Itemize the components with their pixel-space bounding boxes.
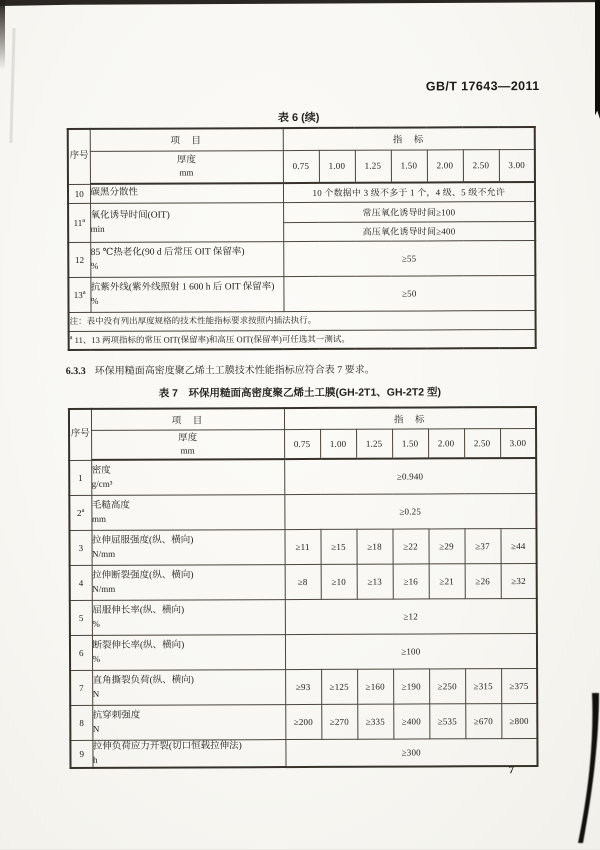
row-value: ≥160 — [357, 669, 393, 704]
row-seq: 1 — [69, 460, 91, 495]
thickness-value: 1.00 — [320, 429, 356, 459]
row-item — [92, 564, 285, 600]
row-seq: 13$^a$ — [68, 277, 90, 312]
row-item — [92, 669, 285, 705]
table-note-row — [69, 310, 536, 331]
row-value: ≥335 — [357, 704, 393, 739]
thickness-unit: mm — [92, 444, 284, 457]
table7-col-header-indicator: 指 标 — [284, 407, 536, 429]
row-value: 常压氧化诱导时间≥100 — [283, 201, 535, 222]
row-value: ≥12 — [285, 598, 537, 634]
item-name: 碳黑分散性 — [90, 186, 282, 200]
row-item — [91, 459, 284, 495]
row-value: ≥125 — [321, 669, 357, 704]
row-seq: 6 — [70, 635, 92, 670]
row-value: ≥0.940 — [284, 458, 536, 494]
table-row — [70, 703, 537, 740]
thickness-label: 厚度 — [90, 154, 282, 167]
row-value: ≥315 — [465, 668, 501, 703]
table7-col-header-seq: 序号 — [69, 409, 91, 460]
table6-col-header-item: 项 目 — [90, 128, 283, 151]
section-number: 6.3.3 — [66, 366, 86, 377]
row-seq: 11$^a$ — [68, 203, 90, 242]
item-name: 氧化诱导时间(OIT) — [91, 209, 283, 223]
standard-number: GB/T 17643—2011 — [289, 79, 540, 94]
row-seq: 10 — [68, 184, 90, 203]
row-seq: 9 — [70, 740, 92, 768]
row-value: ≥21 — [429, 563, 465, 598]
table-row — [70, 668, 537, 705]
thickness-value: 1.50 — [391, 149, 427, 182]
item-unit: mm — [92, 512, 284, 526]
item-unit: min — [91, 222, 283, 236]
table7 — [68, 406, 539, 769]
thickness-value: 0.75 — [284, 429, 320, 459]
row-value: ≥250 — [429, 668, 465, 703]
row-value: ≥670 — [465, 703, 501, 738]
row-seq: 2$^a$ — [69, 495, 91, 530]
table-row — [70, 738, 537, 768]
item-unit: N — [93, 722, 285, 736]
row-value: ≥11 — [284, 529, 320, 564]
table-row — [68, 240, 535, 277]
table7-col-header-item: 项 目 — [91, 408, 284, 430]
thickness-value: 1.50 — [392, 428, 428, 458]
thickness-value: 3.00 — [499, 149, 535, 182]
row-value: ≥270 — [321, 704, 357, 739]
thickness-value: 2.00 — [428, 428, 464, 458]
row-value: ≥300 — [285, 738, 537, 767]
footnote-text: 11、13 两项指标的常压 OIT(保留率)和高压 OIT(保留率)可任选其一测试。 — [75, 334, 350, 345]
row-value: ≥0.25 — [284, 493, 536, 529]
row-value: ≥400 — [393, 703, 429, 738]
row-value: ≥55 — [283, 240, 535, 276]
thickness-value: 0.75 — [283, 150, 319, 183]
row-item — [91, 494, 284, 530]
row-value: ≥10 — [321, 564, 357, 599]
item-name: 拉伸断裂强度(纵、横向) — [92, 569, 284, 583]
section-heading — [66, 361, 375, 377]
footnote-ref: a — [83, 288, 86, 295]
table-row — [69, 493, 536, 530]
table-row — [68, 201, 535, 223]
row-value: ≥29 — [428, 528, 464, 563]
page-number: 7 — [497, 765, 527, 776]
item-name: 拉伸负荷应力开裂(切口恒载拉伸法) — [93, 740, 285, 754]
item-unit: N/mm — [92, 547, 284, 561]
row-value: ≥8 — [285, 564, 321, 599]
row-item — [92, 739, 285, 767]
item-unit: g/cm³ — [92, 477, 284, 491]
thickness-value: 3.00 — [500, 428, 536, 458]
table6-note: 注：表中没有列出厚度规格的技术性能指标要求按照内插法执行。 — [69, 310, 536, 331]
row-item — [91, 529, 284, 565]
table-footnote-row — [69, 329, 536, 350]
table-row — [68, 182, 535, 203]
item-name: 断裂伸长率(纵、横向) — [92, 639, 284, 653]
row-item — [90, 276, 283, 312]
item-unit: % — [91, 259, 283, 273]
item-name: 毛糙高度 — [92, 499, 284, 513]
row-item — [90, 183, 283, 203]
table6 — [67, 126, 537, 351]
table7-title: 表 7 环保用糙面高密度聚乙烯土工膜(GH-2T1、GH-2T2 型) — [0, 384, 600, 402]
row-value: ≥44 — [500, 528, 536, 563]
footnote-ref: a — [82, 216, 85, 223]
item-unit: N/mm — [92, 582, 284, 596]
row-value: ≥15 — [320, 529, 356, 564]
row-value: ≥13 — [357, 564, 393, 599]
item-name: 直角撕裂负荷(纵、横向) — [93, 674, 285, 688]
item-name: 密度 — [92, 464, 284, 478]
thickness-value: 2.50 — [463, 149, 499, 182]
row-value: ≥37 — [464, 528, 500, 563]
row-value: ≥93 — [285, 669, 321, 704]
table6-col-header-seq: 序号 — [68, 129, 90, 184]
row-value: ≥18 — [356, 529, 392, 564]
row-seq: 8 — [70, 705, 92, 740]
row-item — [92, 704, 285, 740]
row-value: ≥190 — [393, 668, 429, 703]
table-row — [70, 598, 537, 635]
table6-thickness-header — [90, 150, 283, 184]
row-value: ≥200 — [285, 704, 321, 739]
row-value: ≥50 — [283, 275, 535, 311]
table-row — [70, 633, 537, 670]
row-seq: 12 — [68, 242, 90, 277]
item-unit: % — [91, 294, 283, 308]
row-item — [90, 241, 283, 277]
item-name: 抗穿刺强度 — [93, 709, 285, 723]
row-value: 10 个数据中 3 级不多于 1 个，4 级、5 级不允许 — [283, 182, 535, 202]
row-value: ≥26 — [465, 563, 501, 598]
item-name: 拉伸屈服强度(纵、横向) — [92, 534, 284, 548]
item-unit: N — [93, 687, 285, 701]
row-value: ≥32 — [501, 563, 537, 598]
item-unit: % — [93, 652, 285, 666]
thickness-label: 厚度 — [92, 432, 284, 445]
section-text: 环保用糙面高密度聚乙烯土工膜技术性能指标应符合表 7 要求。 — [95, 365, 375, 377]
thickness-value: 2.00 — [427, 149, 463, 182]
row-item — [90, 202, 283, 242]
row-value: ≥100 — [285, 633, 537, 669]
footnote-ref: a — [81, 506, 84, 513]
thickness-value: 1.00 — [319, 150, 355, 183]
item-unit: % — [92, 617, 284, 631]
row-value: ≥375 — [501, 668, 537, 703]
table-row — [69, 458, 536, 495]
table6-footnote — [69, 329, 536, 350]
row-item — [92, 599, 285, 635]
row-item — [92, 634, 285, 670]
thickness-value: 1.25 — [355, 150, 391, 183]
table-row — [69, 528, 536, 565]
row-seq: 4 — [70, 565, 92, 600]
row-seq: 7 — [70, 670, 92, 705]
row-value: ≥22 — [392, 528, 428, 563]
thickness-unit: mm — [90, 166, 282, 179]
footnote-marker: a — [70, 334, 73, 341]
row-seq: 3 — [69, 530, 91, 565]
table7-thickness-header — [91, 429, 284, 460]
table-row — [68, 275, 535, 312]
row-value: ≥535 — [429, 703, 465, 738]
table-row — [70, 563, 537, 600]
row-value: 高压氧化诱导时间≥400 — [283, 221, 535, 241]
thickness-value: 2.50 — [464, 428, 500, 458]
table6-col-header-indicator: 指 标 — [283, 127, 535, 150]
item-name: 屈服伸长率(纵、横向) — [92, 604, 284, 618]
table6-title: 表 6 (续) — [0, 108, 599, 127]
item-name: 85 ℃热老化(90 d 后常压 OIT 保留率) — [91, 246, 283, 260]
thickness-value: 1.25 — [356, 429, 392, 459]
row-seq: 5 — [70, 600, 92, 635]
item-name: 抗紫外线(紫外线照射 1 600 h 后 OIT 保留率) — [91, 281, 283, 295]
item-unit: h — [93, 753, 285, 767]
row-value: ≥800 — [501, 703, 537, 738]
row-value: ≥16 — [393, 563, 429, 598]
